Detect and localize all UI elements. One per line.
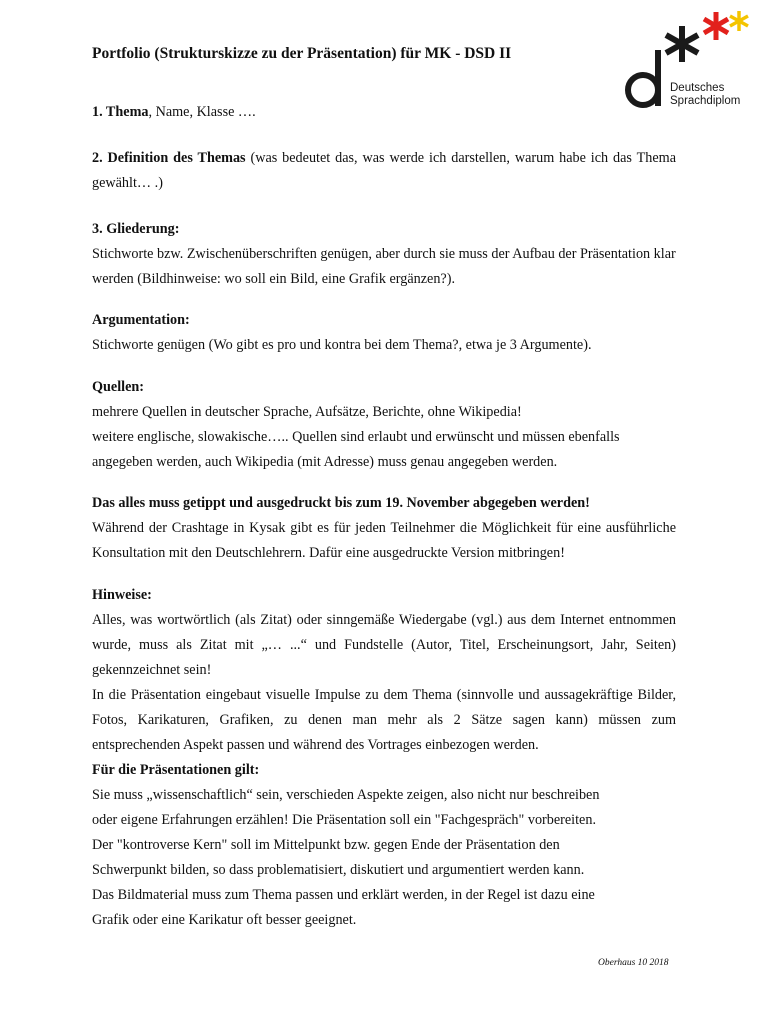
logo-yellow-star-icon <box>730 11 748 31</box>
section-praesentationen-line3: Der "kontroverse Kern" soll im Mittelpunkt bzw. gegen Ende der Präsentation den <box>92 837 560 853</box>
section-praesentationen-line2: oder eigene Erfahrungen erzählen! Die Präsentation soll ein "Fachgespräch" vorbereiten. <box>92 812 596 828</box>
section-praesentationen-line1: Sie muss „wissenschaftlich“ sein, verschieden Aspekte zeigen, also nicht nur beschreiben <box>92 787 600 803</box>
section-hinweise-para2: In die Präsentation eingebaut visuelle Impulse zu dem Thema (sinnvolle und aussagekräftige Bilder, Fotos, Karikaturen, Grafiken, zu denen man mehr als 2 Sätze sagen kann) müssen zum entsprechenden Aspekt passen und während des Vortrages einbezogen werden. <box>92 687 676 753</box>
section-quellen-heading: Quellen: <box>92 379 145 395</box>
logo-text-line1: Deutsches <box>670 82 725 94</box>
section-hinweise-para1: Alles, was wortwörtlich (als Zitat) oder sinngemäße Wiedergabe (vgl.) aus dem Internet entnommen wurde, muss als Zitat mit „… ...“ und Fundstelle (Autor, Titel, Erscheinungsort, Jahr, Seiten) gekennzeichnet sein! <box>92 612 676 678</box>
logo-black-star-icon <box>666 26 698 62</box>
section-definition-text: (was bedeutet das, was werde ich darstellen, warum habe ich das Thema gewählt… .) <box>92 150 676 191</box>
section-quellen-line1: mehrere Quellen in deutscher Sprache, Aufsätze, Berichte, ohne Wikipedia! <box>92 404 522 420</box>
section-thema-text: , Name, Klasse …. <box>148 104 256 120</box>
section-gliederung-text: Stichworte bzw. Zwischenüberschriften genügen, aber durch sie muss der Aufbau der Präsentation klar werden (Bildhinweise: wo soll ein Bild, eine Grafik ergänzen?). <box>92 246 676 287</box>
section-thema-label: 1. Thema <box>92 104 149 120</box>
section-praesentationen-line4: Schwerpunkt bilden, so dass problematisiert, diskutiert und argumentiert werden kann. <box>92 862 585 878</box>
section-deadline-heading: Das alles muss getippt und ausgedruckt bis zum 19. November abgegeben werden! <box>92 495 590 511</box>
logo-red-star-icon <box>704 12 728 40</box>
section-definition-label: 2. Definition des Themas <box>92 150 246 166</box>
logo-d-letter <box>628 50 661 106</box>
document-body <box>92 100 676 933</box>
section-gliederung-heading: 3. Gliederung: <box>92 221 180 237</box>
section-argumentation-text: Stichworte genügen (Wo gibt es pro und kontra bei dem Thema?, etwa je 3 Argumente). <box>92 337 592 353</box>
footer-note: Oberhaus 10 2018 <box>598 958 669 968</box>
section-praesentationen-line5: Das Bildmaterial muss zum Thema passen und erklärt werden, in der Regel ist dazu eine <box>92 887 595 903</box>
section-quellen-line2: weitere englische, slowakische….. Quellen sind erlaubt und erwünscht und müssen ebenfalls angegeben werden, auch Wikipedia (mit Adresse) muss genau angegeben werden. <box>92 429 620 470</box>
section-praesentationen-heading: Für die Präsentationen gilt: <box>92 762 260 778</box>
section-argumentation-heading: Argumentation: <box>92 312 190 328</box>
section-deadline-text: Während der Crashtage in Kysak gibt es für jeden Teilnehmer die Möglichkeit für eine ausführliche Konsultation mit den Deutschlehrern. Dafür eine ausgedruckte Version mitbringen! <box>92 520 676 561</box>
section-praesentationen-line6: Grafik oder eine Karikatur oft besser geeignet. <box>92 912 357 928</box>
logo-text-line2: Sprachdiplom <box>670 95 741 107</box>
logo-text <box>670 82 740 108</box>
section-hinweise-heading: Hinweise: <box>92 587 152 603</box>
section-definition <box>92 146 676 196</box>
page-title: Portfolio (Strukturskizze zu der Präsentation) für MK - DSD II <box>92 45 512 62</box>
section-thema <box>92 100 676 125</box>
